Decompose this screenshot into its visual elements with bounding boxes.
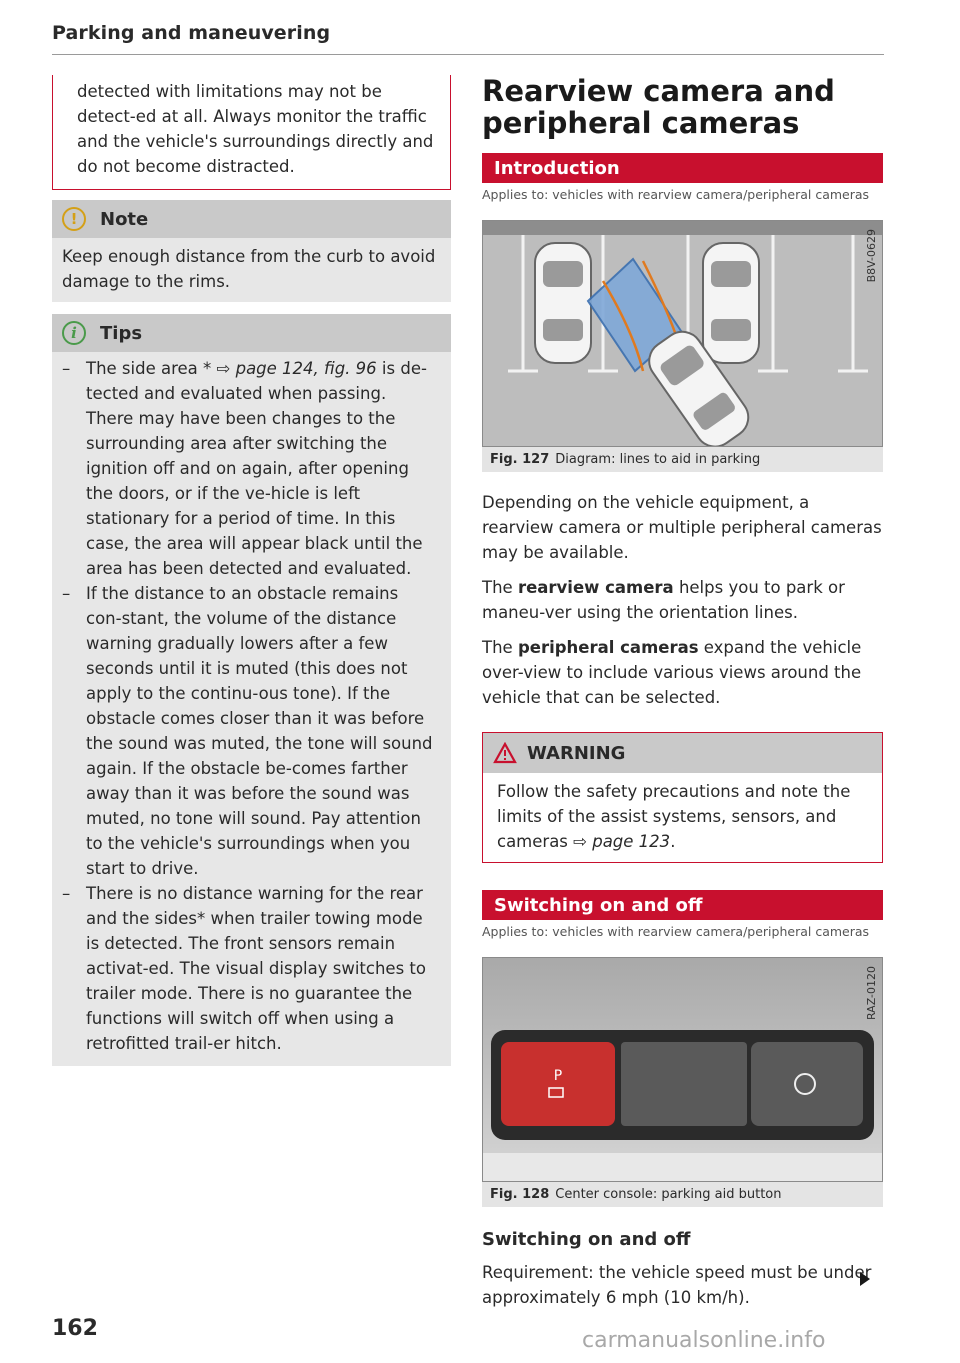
parking-diagram-svg xyxy=(483,221,882,446)
warning-header xyxy=(483,733,882,773)
warning-text: Follow the safety precautions and note the limits of the assist systems, sensors, and cameras ⇨ page 123. xyxy=(497,782,851,851)
continue-arrow-icon xyxy=(860,1272,870,1286)
parked-car-right xyxy=(703,243,759,363)
tips-header xyxy=(52,314,451,352)
right-column xyxy=(482,75,883,1310)
warning-label: WARNING xyxy=(527,742,626,764)
svg-text:P: P xyxy=(553,1068,563,1084)
parking-diagram xyxy=(482,220,883,447)
watermark: carmanualsonline.info xyxy=(582,1328,826,1353)
warning-continuation-text: detected with limitations may not be detect-ed at all. Always monitor the traffic and the vehicle's surroundings directly and do not become distracted. xyxy=(77,82,434,176)
page-header xyxy=(52,22,884,55)
tips-item: – There is no distance warning for the rear and the sides* when trailer towing mode is detected. The front sensors remain activat-ed. The visual display switches to trailer mode. There is no guarantee the functions will switch off when using a retrofitted trail-er hitch. xyxy=(62,884,426,1053)
warning-triangle-icon xyxy=(493,742,517,764)
header-rule xyxy=(52,54,884,55)
note-box xyxy=(52,200,451,302)
peripheral-paragraph: The peripheral cameras expand the vehicle over-view to include various views around the vehicle that can be selected. xyxy=(482,638,862,707)
section-title: Rearview camera and peripheral cameras xyxy=(482,74,835,140)
figure-code: RAZ-0120 xyxy=(865,966,878,1021)
figure-caption: Fig. 128 Center console: parking aid button xyxy=(490,1187,782,1202)
center-console-svg xyxy=(483,958,882,1181)
figure-caption: Fig. 127 Diagram: lines to aid in parking xyxy=(490,452,761,467)
switching-heading: Switching on and off xyxy=(482,890,883,920)
page-reference-link[interactable]: ⇨ page 123 xyxy=(573,832,671,851)
figure-code: B8V-0629 xyxy=(865,229,878,283)
requirement-paragraph: Requirement: the vehicle speed must be under approximately 6 mph (10 km/h). xyxy=(482,1263,872,1307)
warning-box xyxy=(482,732,883,863)
tips-list xyxy=(62,356,437,1056)
info-icon: i xyxy=(62,321,86,345)
left-column xyxy=(52,75,451,1066)
note-label: Note xyxy=(100,208,149,230)
center-console-illustration xyxy=(482,957,883,1182)
parking-aid-button xyxy=(501,1042,615,1126)
figure-127 xyxy=(482,220,883,472)
applies-to-note: Applies to: vehicles with rearview camera/peripheral cameras xyxy=(482,924,870,939)
note-text: Keep enough distance from the curb to avoid damage to the rims. xyxy=(62,247,436,291)
exclamation-icon: ! xyxy=(62,207,86,231)
page-number: 162 xyxy=(52,1316,98,1341)
tips-item: – If the distance to an obstacle remains con-stant, the volume of the distance warning gradually lowers after a few seconds until it is muted (this does not apply to the continu-ous tone). If the obstacle comes closer than it was before the sound was muted, the tone will sound again. If the obstacle be-comes farther away than it was before the sound was muted, no tone will sound. Pay attention to the vehicle's surroundings when you start to drive. xyxy=(62,584,433,878)
parked-car-left xyxy=(535,243,591,363)
intro-paragraph: Depending on the vehicle equipment, a rearview camera or multiple peripheral cameras may be available. xyxy=(482,493,882,562)
warning-continuation-box xyxy=(52,75,451,190)
figure-128 xyxy=(482,957,883,1207)
note-header xyxy=(52,200,451,238)
switching-subheading: Switching on and off xyxy=(482,1229,691,1250)
chapter-title: Parking and maneuvering xyxy=(52,22,331,44)
tips-item: – The side area * ⇨ page 124, fig. 96 is de-tected and evaluated when passing. There may have been changes to the surrounding area after switching the ignition off and on again, after opening the doors, or if the ve-hicle is left stationary for a period of time. In this case, the area will appear black until the area has been detected and evaluated. xyxy=(62,359,427,578)
introduction-heading: Introduction xyxy=(482,153,883,183)
applies-to-note: Applies to: vehicles with rearview camera/peripheral cameras xyxy=(482,187,870,202)
tips-label: Tips xyxy=(100,322,143,344)
tips-box xyxy=(52,314,451,1066)
page-reference-link[interactable]: ⇨ page 124, fig. 96 xyxy=(216,359,377,378)
rearview-paragraph: The rearview camera helps you to park or maneu-ver using the orientation lines. xyxy=(482,578,845,622)
